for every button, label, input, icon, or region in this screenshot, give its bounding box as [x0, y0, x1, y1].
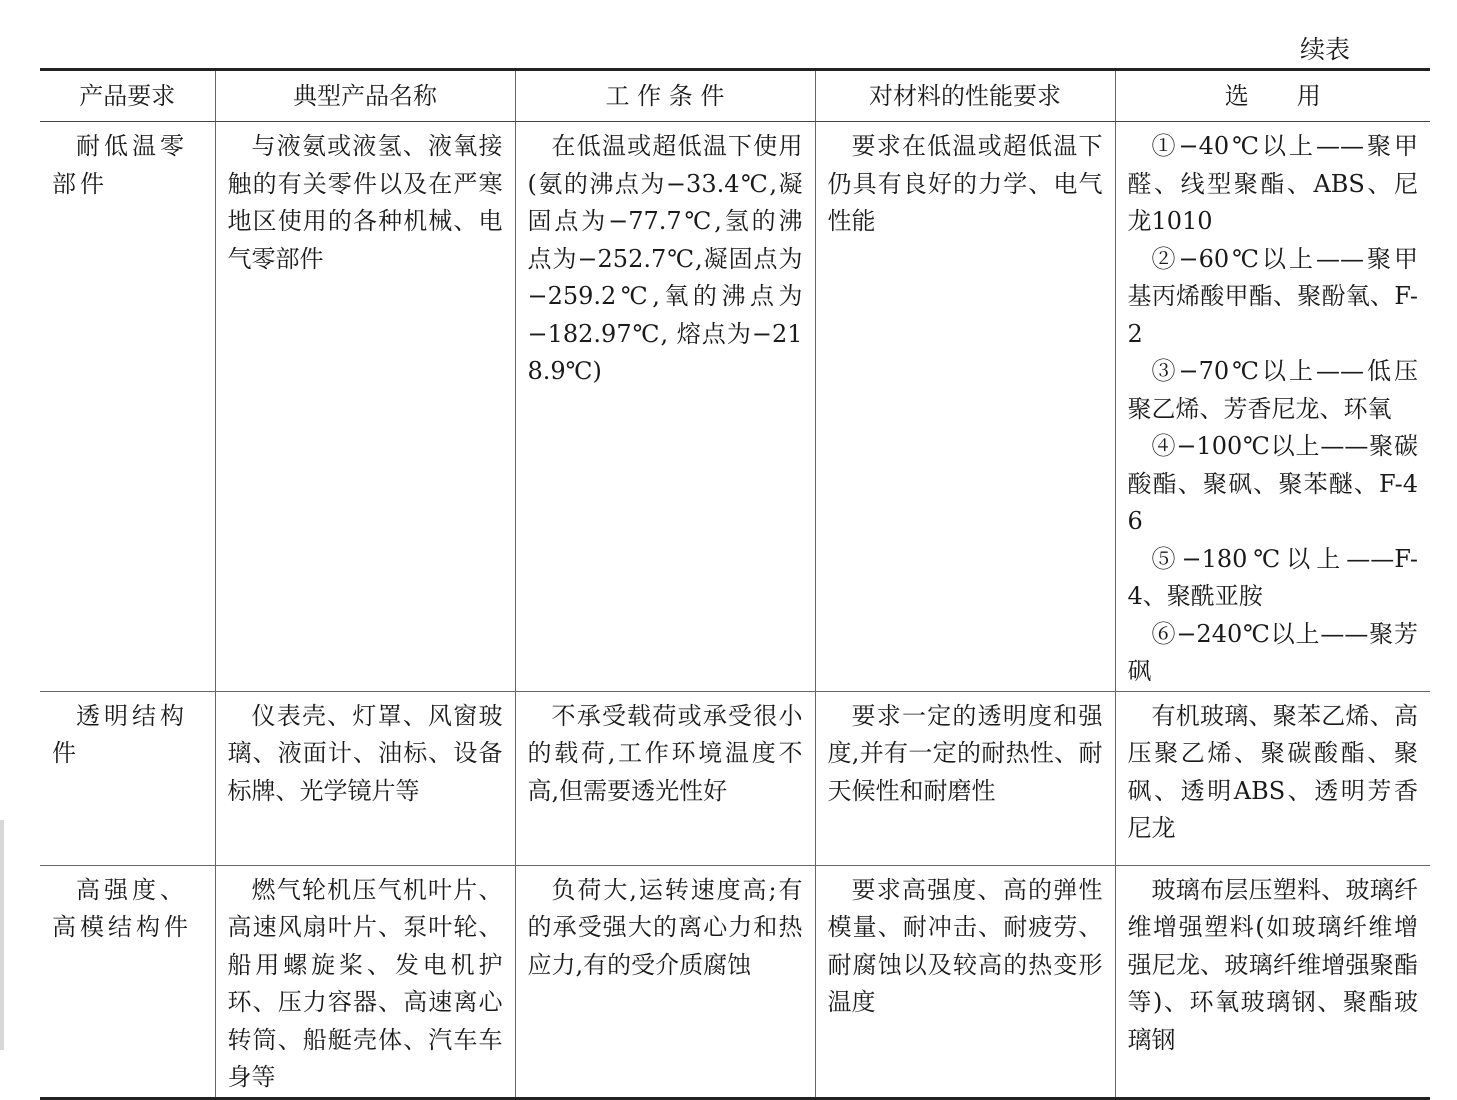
selection-item: ②−60℃以上——聚甲基丙烯酸甲酯、聚酚氧、F-2	[1127, 244, 1418, 348]
products-cell: 燃气轮机压气机叶片、高速风扇叶片、泵叶轮、船用螺旋桨、发电机护环、压力容器、高速离心转筒、船艇壳体、汽车车身等	[227, 875, 503, 1091]
conditions-cell: 负荷大,运转速度高;有的承受强大的离心力和热应力,有的受介质腐蚀	[527, 875, 803, 979]
table-row	[40, 865, 1430, 1098]
conditions-cell: 不承受载荷或承受很小的载荷,工作环境温度不高,但需要透光性好	[527, 701, 803, 805]
requirement-cell: 高强度、高模结构件	[52, 875, 192, 941]
header-requirement: 产品要求	[40, 70, 215, 122]
requirement-cell: 透明结构件	[52, 701, 188, 767]
scan-edge-mark	[0, 820, 4, 1050]
selection-item: 玻璃布层压塑料、玻璃纤维增强塑料(如玻璃纤维增强尼龙、玻璃纤维增强聚酯等)、环氧玻璃钢、聚酯玻璃钢	[1127, 875, 1418, 1054]
header-conditions: 工 作 条 件	[515, 70, 815, 122]
selection-cell	[1116, 698, 1431, 848]
selection-item: ⑥−240℃以上——聚芳砜	[1127, 619, 1418, 685]
materials-table	[40, 68, 1430, 1100]
performance-cell: 要求在低温或超低温下仍具有良好的力学、电气性能	[827, 132, 1103, 235]
header-performance: 对材料的性能要求	[815, 70, 1115, 122]
selection-item: ⑤−180℃以上——F-4、聚酰亚胺	[1127, 544, 1418, 610]
table-row	[40, 122, 1430, 692]
selection-item: 有机玻璃、聚苯乙烯、高压聚乙烯、聚碳酸酯、聚砜、透明ABS、透明芳香尼龙	[1127, 701, 1418, 842]
table-row	[40, 691, 1430, 865]
selection-cell	[1116, 128, 1431, 691]
performance-cell: 要求一定的透明度和强度,并有一定的耐热性、耐天候性和耐磨性	[827, 701, 1103, 805]
table-header-row	[40, 70, 1430, 122]
selection-item: ③−70℃以上——低压聚乙烯、芳香尼龙、环氧	[1127, 357, 1418, 423]
conditions-cell: 在低温或超低温下使用(氨的沸点为−33.4℃,凝固点为−77.7℃,氢的沸点为−252.7℃,凝固点为−259.2℃,氧的沸点为−182.97℃, 熔点为−218.9℃)	[527, 132, 803, 385]
selection-cell	[1116, 872, 1431, 1060]
header-selection: 选 用	[1115, 70, 1430, 122]
continued-label: 续表	[1300, 35, 1351, 64]
products-cell: 与液氨或液氢、液氧接触的有关零件以及在严寒地区使用的各种机械、电气零部件	[227, 132, 503, 273]
requirement-cell: 耐低温零部件	[52, 132, 188, 198]
selection-item: ①−40℃以上——聚甲醛、线型聚酯、ABS、尼龙1010	[1127, 132, 1418, 235]
header-products: 典型产品名称	[215, 70, 515, 122]
performance-cell: 要求高强度、高的弹性模量、耐冲击、耐疲劳、耐腐蚀以及较高的热变形温度	[827, 875, 1103, 1016]
selection-item: ④−100℃以上——聚碳酸酯、聚砜、聚苯醚、F-46	[1127, 432, 1418, 535]
products-cell: 仪表壳、灯罩、风窗玻璃、液面计、油标、设备标牌、光学镜片等	[227, 701, 503, 805]
